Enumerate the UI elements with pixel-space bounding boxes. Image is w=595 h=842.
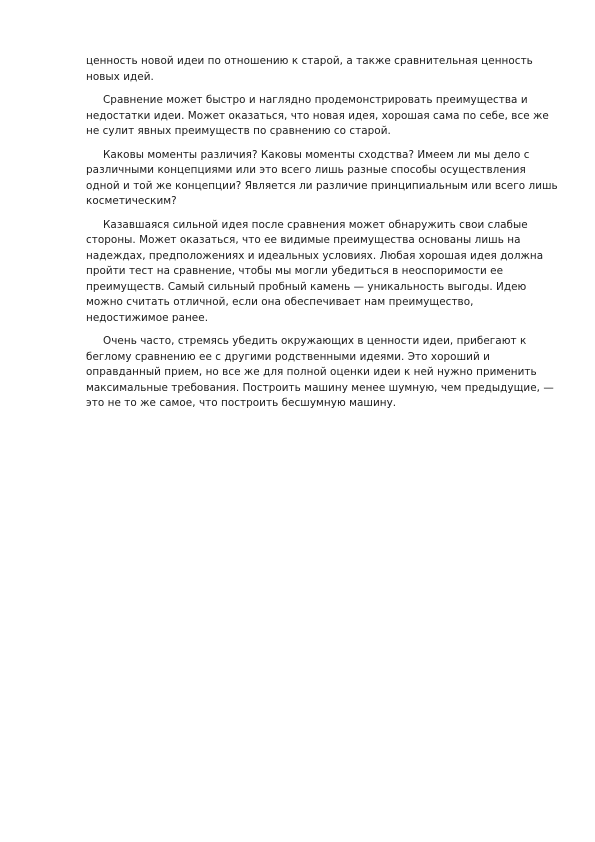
paragraph-questions: Каковы моменты различия? Каковы моменты сходства? Имеем ли мы дело с различными концепциями или это всего лишь разные способы осуществления одной и той же концепции? Является ли различие принципиальным или всего лишь косметическим? xyxy=(86,148,558,207)
paragraph-weaknesses: Казавшаяся сильной идея после сравнения может обнаружить свои слабые стороны. Может оказаться, что ее видимые преимущества основаны лишь на надеждах, предположениях и идеальных условиях. Любая хорошая идея должна пройти тест на сравнение, чтобы мы могли убедиться в неоспоримости ее преимуществ. Самый сильный пробный камень — уникальность выгоды. Идею можно считать отличной, если она обеспечивает нам преимущество, недостижимое ранее. xyxy=(86,218,544,324)
document-body xyxy=(86,54,558,420)
paragraph-continuation: ценность новой идеи по отношению к старой, а также сравнительная ценность новых идей. xyxy=(86,55,533,83)
paragraph-comparison-benefits: Сравнение может быстро и наглядно продемонстрировать преимущества и недостатки идеи. Может оказаться, что новая идея, хорошая сама по себе, все же не сулит явных преимуществ по сравнению со старой. xyxy=(86,94,549,137)
paragraph-quick-comparison: Очень часто, стремясь убедить окружающих в ценности идеи, прибегают к беглому сравнению ее с другими родственными идеями. Это хороший и оправданный прием, но все же для полной оценки идеи к ней нужно применить максимальные требования. Построить машину менее шумную, чем предыдущие, — это не то же самое, что построить бесшумную машину. xyxy=(86,335,554,409)
